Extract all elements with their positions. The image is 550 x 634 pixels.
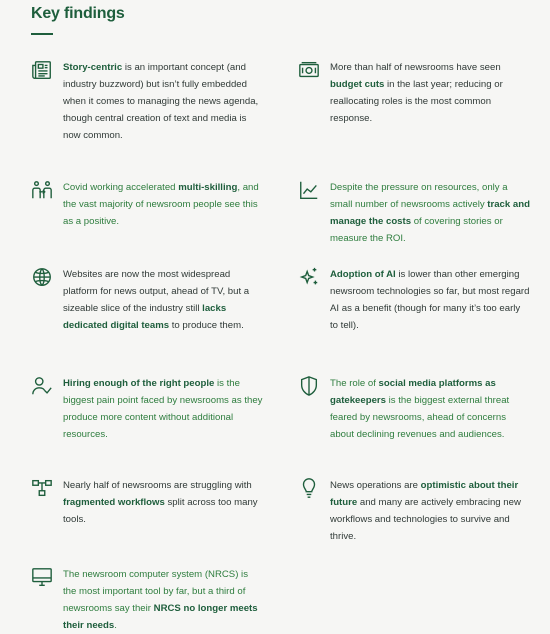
lightbulb-icon bbox=[298, 477, 320, 499]
newspaper-icon bbox=[31, 59, 53, 81]
finding-text: Adoption of AI is lower than other emerging newsroom technologies so far, but most regard AI as a benefit (though for many it’s too early to tell). bbox=[330, 269, 530, 331]
page-title: Key findings bbox=[31, 5, 125, 22]
team-icon bbox=[31, 179, 53, 201]
globe-icon bbox=[31, 266, 53, 288]
finding-text: News operations are optimistic about their future and many are actively embracing new workflows and technologies to survive and thrive. bbox=[330, 480, 521, 542]
finding-text: The role of social media platforms as gatekeepers is the biggest external threat feared by newsrooms, ahead of concerns about declining revenues and audiences. bbox=[330, 378, 510, 440]
finding-text: Nearly half of newsrooms are struggling with fragmented workflows split across too many tools. bbox=[63, 480, 258, 525]
sparkles-icon bbox=[298, 266, 320, 288]
workflow-icon bbox=[31, 477, 53, 499]
finding-text: Story-centric is an important concept (and industry buzzword) but isn’t fully embedded when it comes to managing the news agenda, though central creation of text and media is now common. bbox=[63, 62, 259, 141]
shield-icon bbox=[298, 375, 320, 397]
monitor-icon bbox=[31, 566, 53, 588]
finding-text: Hiring enough of the right people is the biggest pain point faced by newsrooms as they produce more content without additional resources. bbox=[63, 378, 263, 440]
finding-text: Despite the pressure on resources, only a small number of newsrooms actively track and manage the costs of covering stories or measure the ROI. bbox=[330, 182, 530, 244]
finding-text: More than half of newsrooms have seen budget cuts in the last year; reducing or reallocating roles is the most common response. bbox=[330, 62, 503, 124]
banknote-icon bbox=[298, 59, 320, 81]
line-chart-icon bbox=[298, 179, 320, 201]
user-check-icon bbox=[31, 375, 53, 397]
finding-text: Websites are now the most widespread platform for news output, ahead of TV, but a sizeable slice of the industry still lacks dedicated digital teams to produce them. bbox=[63, 269, 250, 331]
title-underline bbox=[31, 33, 53, 35]
finding-text: The newsroom computer system (NRCS) is the most important tool by far, but a third of newsrooms say their NRCS no longer meets their needs. bbox=[63, 569, 258, 631]
finding-text: Covid working accelerated multi-skilling, and the vast majority of newsroom people see this as a positive. bbox=[63, 182, 259, 227]
